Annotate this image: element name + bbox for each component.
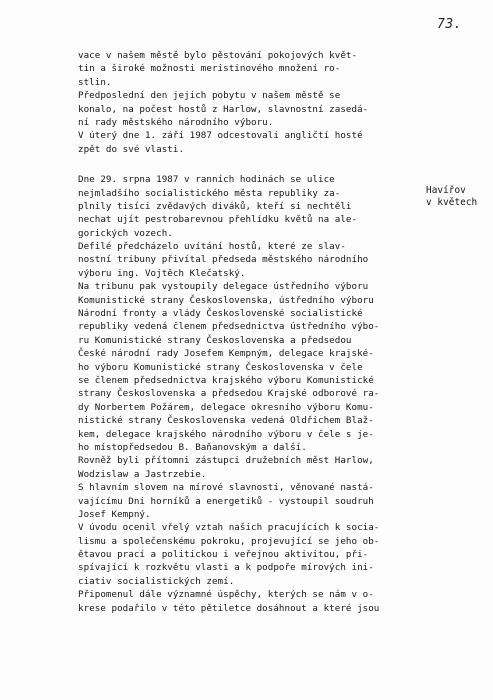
text-line: Defilé předcházelo uvítání hostů, které ze slav- xyxy=(78,241,346,253)
margin-note xyxy=(426,185,477,209)
text-line: konalo, na počest hostů z Harlow, slavnostní zasedá- xyxy=(78,103,369,115)
body-text xyxy=(78,49,418,615)
paragraph-section-1 xyxy=(78,49,418,156)
text-line: lismu a společenskému pokroku, projevující se jeho ob- xyxy=(78,535,380,547)
text-line: vajícímu Dni horníků a energetiků - vystoupil soudruh xyxy=(78,495,374,507)
text-line: České národní rady Josefem Kempným, delegace krajské- xyxy=(78,348,374,360)
text-line: Připomenul dále významné úspěchy, kterých se nám v o- xyxy=(78,589,374,601)
margin-note-line: Havířov xyxy=(426,185,466,196)
text-line: nechat ujít pestrobarevnou přehlídku květů na ale- xyxy=(78,214,358,226)
text-line: ětavou prací a politickou i veřejnou aktivitou, při- xyxy=(78,549,369,561)
text-line: nostní tribuny přivítal předseda městského národního xyxy=(78,254,369,266)
margin-note-line: v květech xyxy=(426,197,478,208)
text-line: vace v našem městě bylo pěstování pokojových květ- xyxy=(78,50,358,61)
page-number: 73. xyxy=(437,17,462,32)
text-line: gorických vozech. xyxy=(78,227,173,239)
text-line: strany Československa a předsedou Krajské odborové ra- xyxy=(78,388,380,400)
text-line: tin a široké možnosti meristinového množení ro- xyxy=(78,63,341,75)
text-line: V úvodu ocenil vřelý vztah našich pracujících k socia- xyxy=(78,522,380,534)
text-line: S hlavním slovem na mírové slavnosti, věnované nastá- xyxy=(78,482,374,494)
text-line: výboru ing. Vojtěch Klečatský. xyxy=(78,267,246,279)
text-line: kem, delegace krajského národního výboru v čele s je- xyxy=(78,428,374,440)
text-line: nistické strany Československa vedená Oldřichem Blaž- xyxy=(78,415,374,427)
text-line: ho výboru Komunistické strany Československa v čele xyxy=(78,361,363,373)
text-line: se členem předsednictva krajského výboru Komunistické xyxy=(78,374,374,386)
text-line: ru Komunistické strany Československa a předsedou xyxy=(78,334,352,346)
text-line: Dne 29. srpna 1987 v ranních hodinách se ulice xyxy=(78,174,335,186)
text-line: Národní fronty a vlády Československé socialistické xyxy=(78,308,363,320)
paragraph-section-2 xyxy=(78,173,418,615)
text-line: ho místopředsedou B. Baňanovským a další. xyxy=(78,441,307,453)
text-line: Předposlední den jejich pobytu v našem městě se xyxy=(78,90,341,102)
text-line: stlin. xyxy=(78,76,112,88)
text-line: Wodzislaw a Jastrzebie. xyxy=(78,468,207,480)
text-line: plnily tisíci zvědavých diváků, kteří si nechtěli xyxy=(78,200,352,212)
text-line: zpět do své vlasti. xyxy=(78,143,185,155)
text-line: ní rady městského národního výboru. xyxy=(78,116,274,128)
text-line: Josef Kempný. xyxy=(78,508,151,520)
text-line: Rovněž byli přítomni zástupci družebních měst Harlow, xyxy=(78,455,374,467)
text-line: V úterý dne 1. září 1987 odcestovali angličtí hosté xyxy=(78,130,363,142)
text-line: republiky vedená členem předsednictva ústředního výbo- xyxy=(78,321,380,333)
text-line: Na tribunu pak vystoupily delegace ústředního výboru xyxy=(78,281,369,293)
text-line: ciativ socialistických zemí. xyxy=(78,575,235,587)
text-line: Komunistické strany Československa, ústředního výboru xyxy=(78,294,374,306)
text-line: nejmladšího socialistického města republiky za- xyxy=(78,187,341,199)
section-gap xyxy=(78,156,418,173)
text-line: krese podařilo v této pětiletce dosáhnout a které jsou xyxy=(78,602,380,614)
text-line: dy Norbertem Požárem, delegace okresního výboru Komu- xyxy=(78,401,374,413)
text-line: spívající k rozkvětu vlasti a k podpoře mírových ini- xyxy=(78,562,374,574)
